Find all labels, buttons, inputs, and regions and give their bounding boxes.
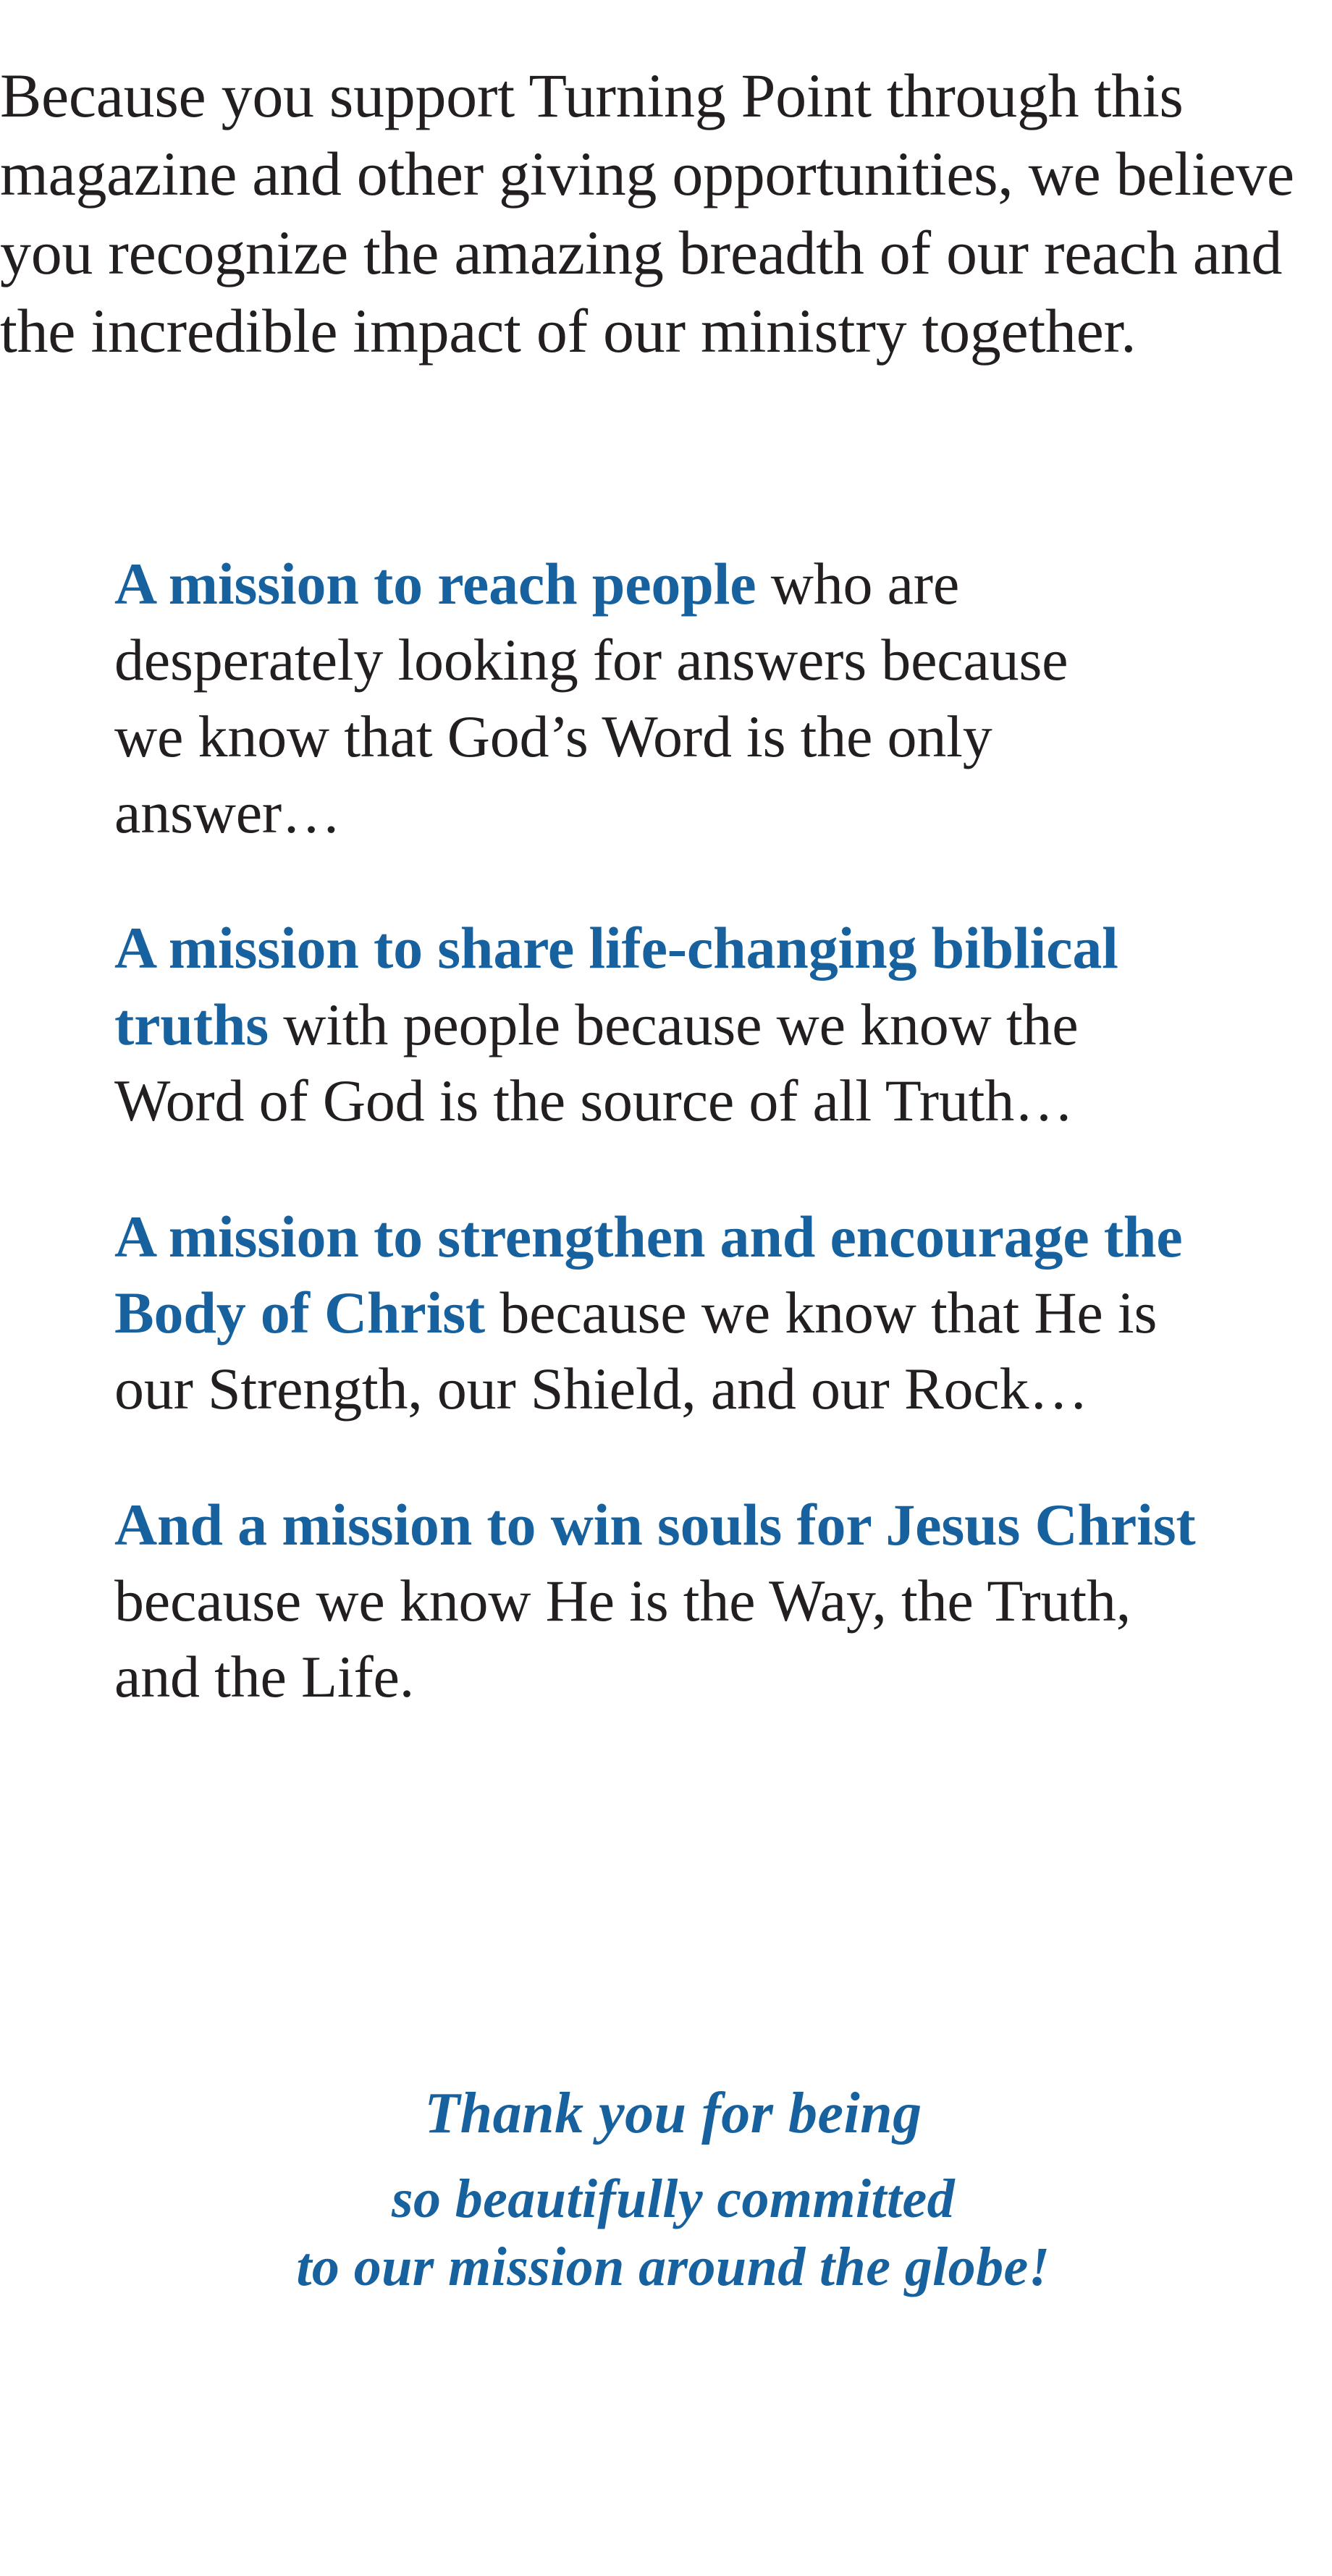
- mission-item: [114, 546, 1099, 850]
- mission-rest: because we know He is the Way, the Truth, and the Life.: [114, 1567, 1131, 1710]
- closing-message: [109, 2082, 1238, 2297]
- closing-line-1: Thank you for being: [424, 2082, 922, 2145]
- mission-lead: A mission to reach people: [114, 551, 756, 617]
- closing-line-3: to our mission around the globe!: [296, 2237, 1050, 2297]
- mission-lead: A mission to strengthen and encourage the Body of Christ: [114, 1203, 1183, 1346]
- mission-rest: who are desperately looking for answers because we know that God’s Word is the only answer…: [114, 551, 1068, 846]
- mission-lead: And a mission to win souls for Jesus Christ: [114, 1491, 1196, 1558]
- mission-item: [114, 910, 1200, 1139]
- mission-item: [114, 1487, 1215, 1715]
- mission-rest: with people because we know the Word of God is the source of all Truth…: [114, 991, 1079, 1134]
- mission-list: [114, 486, 1233, 1715]
- intro-paragraph: Because you support Turning Point through this magazine and other giving opportunities, we believe you recognize the amazing breadth of our reach and the incredible impact of our ministry together.: [0, 61, 1294, 366]
- mission-lead: A mission to share life-changing biblical truths: [114, 915, 1118, 1057]
- closing-line-2: so beautifully committed: [392, 2169, 955, 2229]
- mission-item: [114, 1199, 1233, 1427]
- mission-rest: because we know that He is our Strength, our Shield, and our Rock…: [114, 1279, 1158, 1422]
